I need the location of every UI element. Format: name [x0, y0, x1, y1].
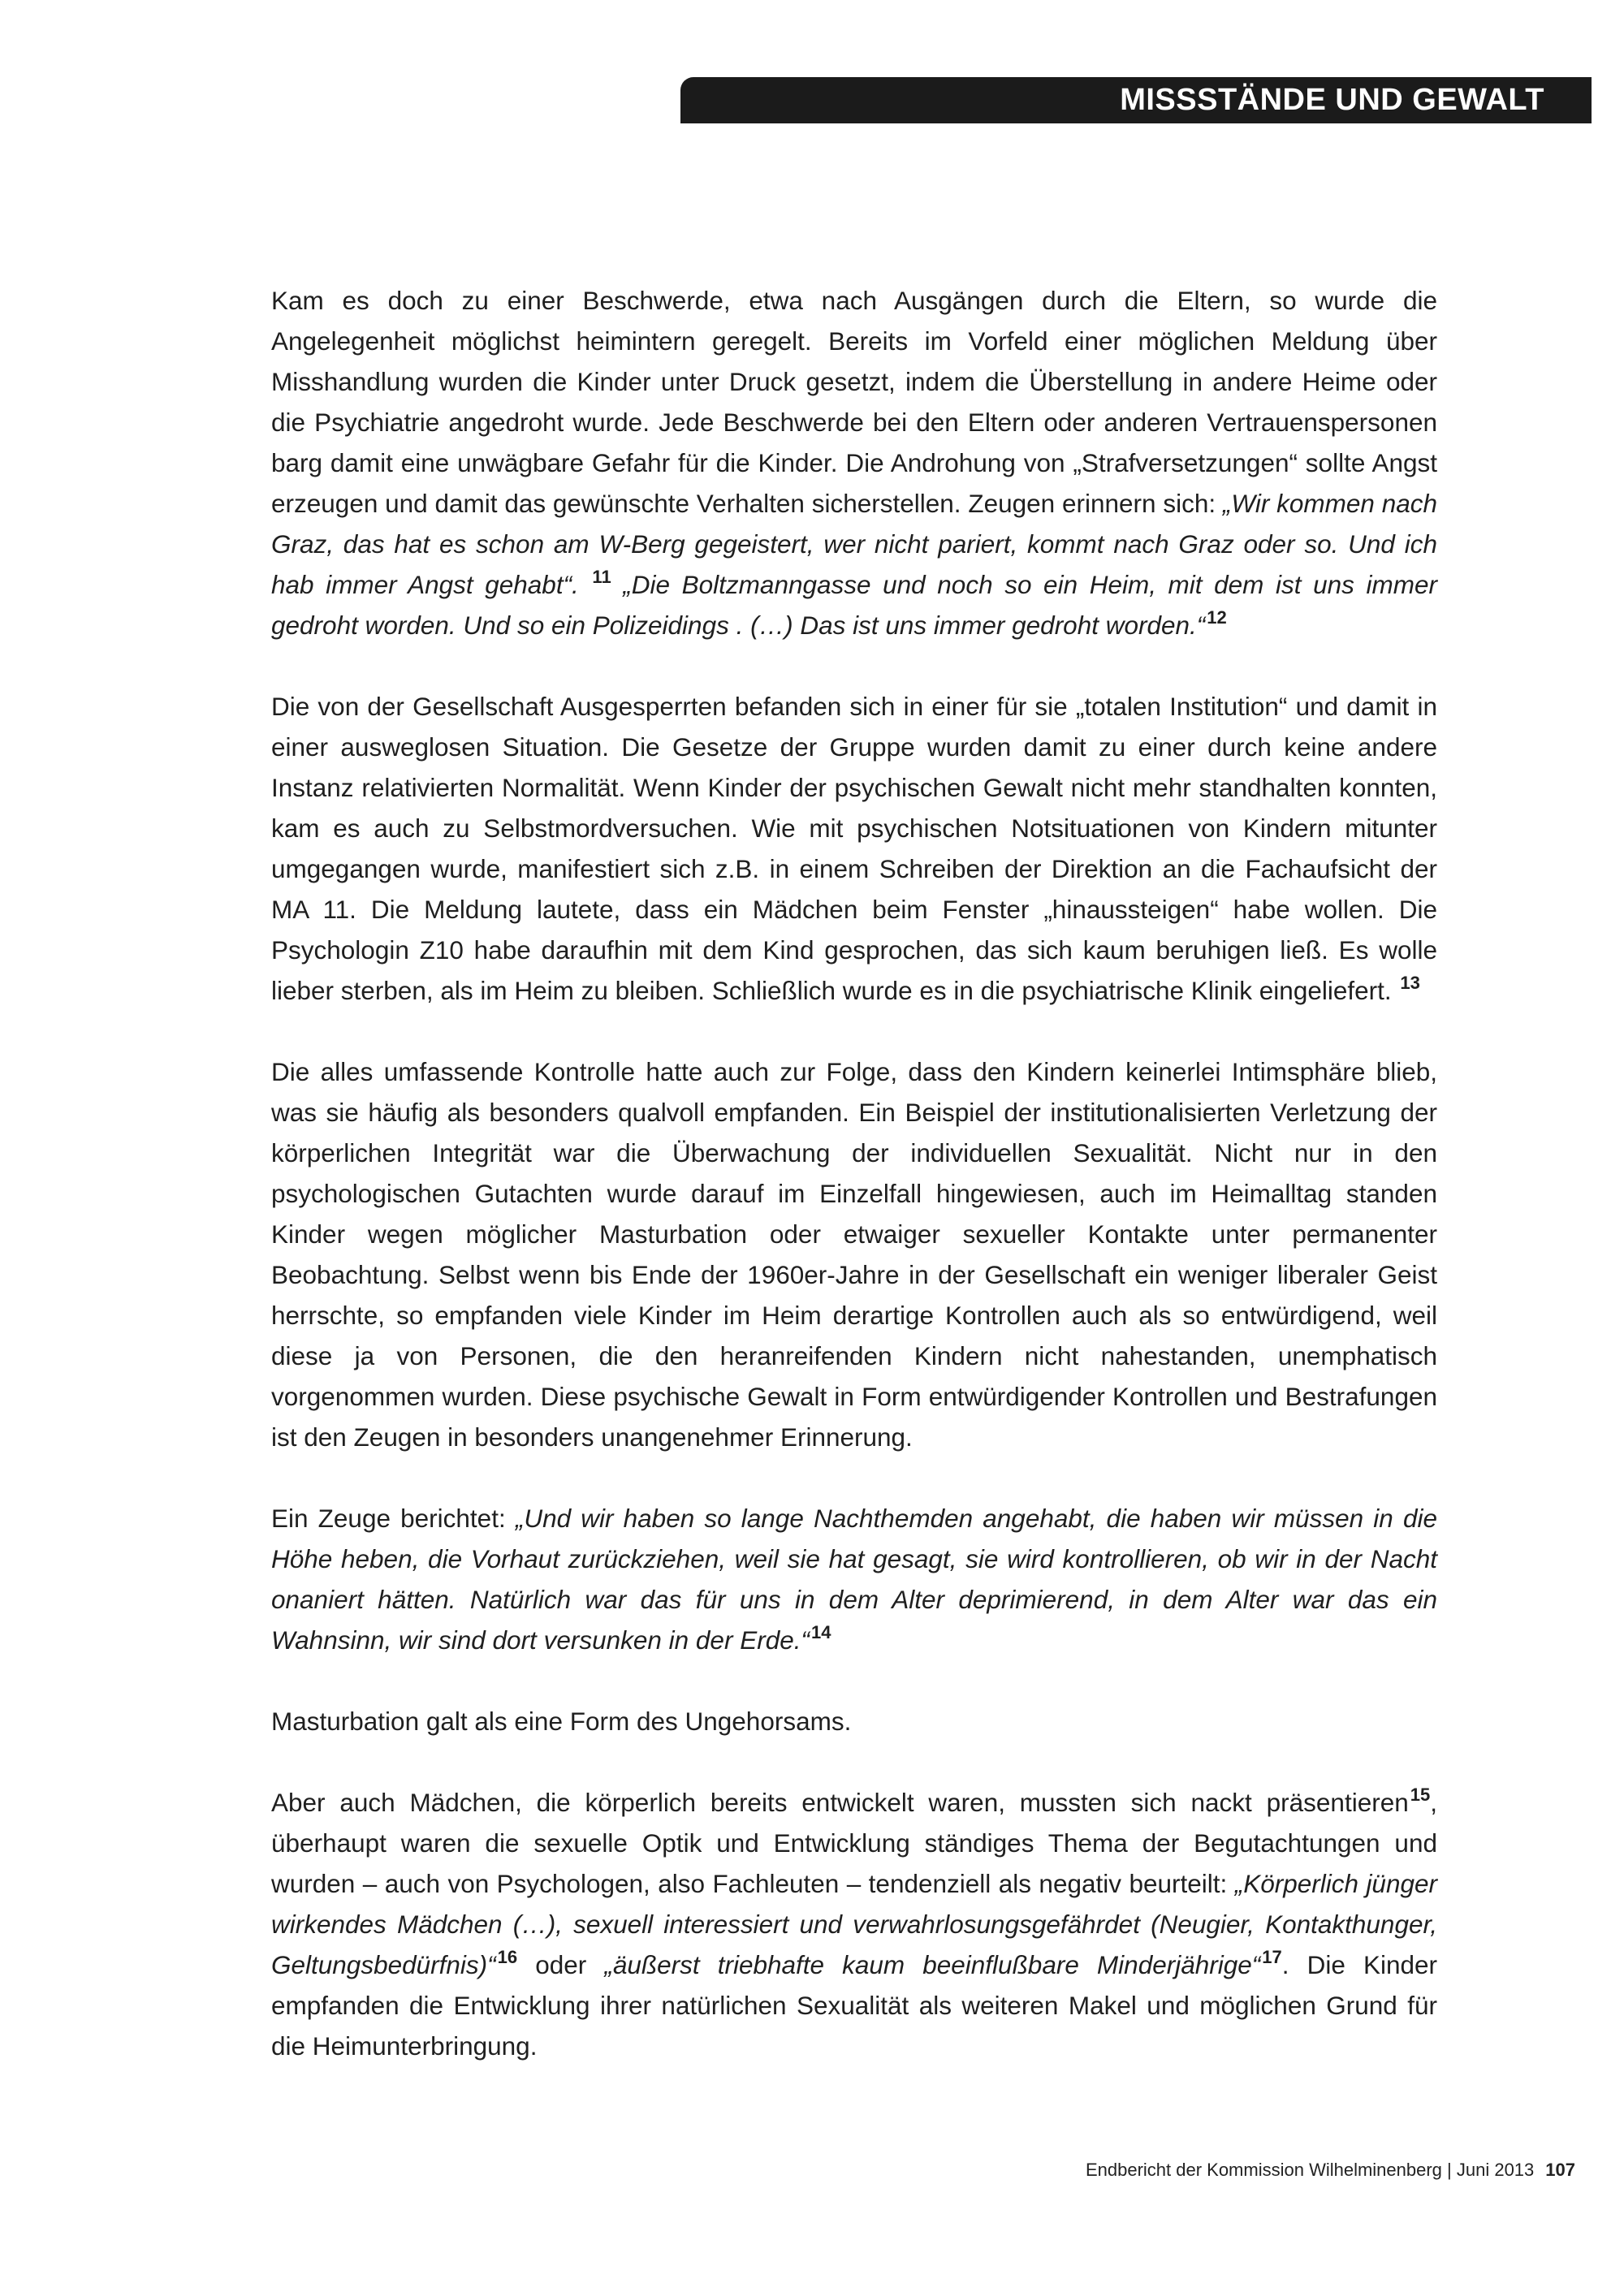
footnote-ref[interactable]: 11: [592, 566, 611, 587]
page-footer: [812, 2160, 1575, 2181]
paragraph-text: Die von der Gesellschaft Ausgesperrten befanden sich in einer für sie „totalen Institution“ und damit in einer ausweglosen Situation. Die Gesetze der Gruppe wurden damit zu einer durch keine andere Instanz relativierten Normalität. Wenn Kinder der psychischen Gewalt nicht mehr standhalten konnten, kam es auch zu Selbstmordversuchen. Wie mit psychischen Notsituationen von Kindern mitunter umgegangen wurde, manifestiert sich z.B. in einem Schreiben der Direktion an die Fachaufsicht der MA 11. Die Meldung lautete, dass ein Mädchen beim Fenster „hinaussteigen“ habe wollen. Die Psychologin Z10 habe daraufhin mit dem Kind gesprochen, das sich kaum beruhigen ließ. Es wolle lieber sterben, als im Heim zu bleiben. Schließlich wurde es in die psychiatrische Klinik eingeliefert.: [271, 692, 1437, 1005]
paragraph-1: [271, 280, 1437, 645]
quote: „äußerst triebhafte kaum beeinflußbare Minderjährige“: [604, 1950, 1261, 1979]
section-header-bar: [680, 77, 1592, 123]
paragraph-text: Masturbation galt als eine Form des Ungehorsams.: [271, 1707, 852, 1736]
page-number: 107: [1545, 2160, 1575, 2180]
paragraph-text: oder: [517, 1950, 605, 1979]
paragraph-text: Aber auch Mädchen, die körperlich bereits entwickelt waren, mussten sich nackt präsentieren: [271, 1788, 1409, 1817]
quote: „Wir kommen nach Graz, das hat es schon am W-Berg gegeistert, wer nicht pariert, kommt nach Graz oder so. Und ich hab immer Angst gehabt“.: [271, 489, 1438, 599]
footnote-ref[interactable]: 16: [497, 1946, 518, 1967]
paragraph-text: Die alles umfassende Kontrolle hatte auch zur Folge, dass den Kindern keinerlei Intimsphäre blieb, was sie häufig als besonders qualvoll empfanden. Ein Beispiel der institutionalisierten Verletzung der körperlichen Integrität war die Überwachung der individuellen Sexualität. Nicht nur in den psychologischen Gutachten wurde darauf im Einzelfall hingewiesen, auch im Heimalltag standen Kinder wegen möglicher Masturbation oder etwaiger sexueller Kontakte unter permanenter Beobachtung. Selbst wenn bis Ende der 1960er-Jahre in der Gesellschaft ein weniger liberaler Geist herrschte, so empfanden viele Kinder im Heim derartige Kontrollen auch als so entwürdigend, weil diese ja von Personen, die den heranreifenden Kindern nicht nahestanden, unemphatisch vorgenommen wurden. Diese psychische Gewalt in Form entwürdigender Kontrollen und Bestrafungen ist den Zeugen in besonders unangenehmer Erinnerung.: [271, 1057, 1437, 1452]
body-text: [271, 280, 1437, 2107]
paragraph-text: . Die Kinder empfanden die Entwicklung ihrer natürlichen Sexualität als weiteren Makel und möglichen Grund für die Heimunterbringung.: [271, 1950, 1437, 2061]
quote: „Körperlich jünger wirkendes Mädchen (…), sexuell interessiert und verwahrlosungsgefährdet (Neugier, Kontakthunger, Geltungsbedürfnis)“: [271, 1869, 1438, 1979]
paragraph-text: Ein Zeuge berichtet:: [271, 1504, 516, 1533]
quote: „Und wir haben so lange Nachthemden angehabt, die haben wir müssen in die Höhe heben, die Vorhaut zurückziehen, weil sie hat gesagt, sie wird kontrollieren, ob wir in der Nacht onaniert hätten. Natürlich war das für uns in dem Alter deprimierend, in dem Alter war das ein Wahnsinn, wir sind dort versunken in der Erde.“: [271, 1504, 1437, 1655]
footnote-ref[interactable]: 12: [1207, 606, 1227, 628]
paragraph-text: , überhaupt waren die sexuelle Optik und Entwicklung ständiges Thema der Begutachtungen und wurden – auch von Psychologen, also Fachleuten – tendenziell als negativ beurteilt:: [271, 1788, 1437, 1898]
quote: „Die Boltzmanngasse und noch so ein Heim, mit dem ist uns immer gedroht worden. Und so ein Polizeidings . (…) Das ist uns immer gedroht worden.“: [271, 570, 1437, 640]
paragraph-2: [271, 686, 1437, 1011]
paragraph-6: [271, 1782, 1437, 2066]
footnote-ref[interactable]: 17: [1262, 1946, 1282, 1967]
section-title: MISSSTÄNDE UND GEWALT: [1120, 83, 1544, 117]
paragraph-text: Kam es doch zu einer Beschwerde, etwa nach Ausgängen durch die Eltern, so wurde die Angelegenheit möglichst heimintern geregelt. Bereits im Vorfeld einer möglichen Meldung über Misshandlung wurden die Kinder unter Druck gesetzt, indem die Überstellung in andere Heime oder die Psychiatrie angedroht wurde. Jede Beschwerde bei den Eltern oder anderen Vertrauenspersonen barg damit eine unwägbare Gefahr für die Kinder. Die Androhung von „Strafversetzungen“ sollte Angst erzeugen und damit das gewünschte Verhalten sicherstellen. Zeugen erinnern sich:: [271, 286, 1437, 518]
paragraph-3: [271, 1051, 1437, 1457]
publication-title: Endbericht der Kommission Wilhelminenberg | Juni 2013: [1085, 2160, 1535, 2180]
footnote-ref[interactable]: 13: [1400, 972, 1420, 993]
footnote-ref[interactable]: 15: [1410, 1784, 1431, 1805]
paragraph-4: [271, 1498, 1437, 1660]
footnote-ref[interactable]: 14: [810, 1621, 831, 1642]
paragraph-5: [271, 1701, 1437, 1741]
